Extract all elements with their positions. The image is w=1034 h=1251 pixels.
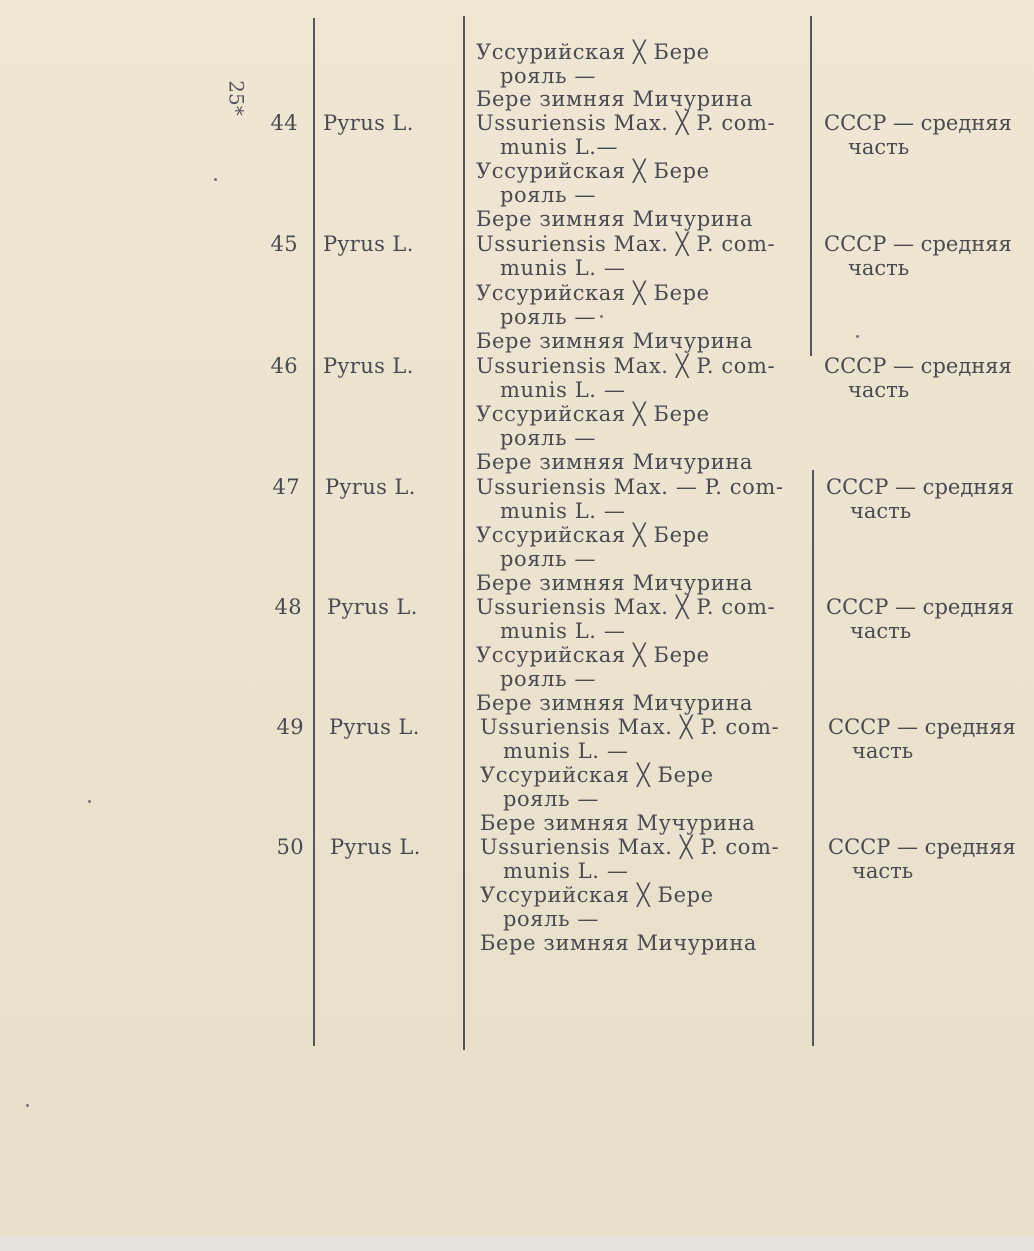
row-number: 45 (270, 232, 298, 256)
paper-speck (88, 800, 91, 803)
description-line: munis L.— (500, 135, 619, 159)
description-line: Ussuriensis Max. ╳ P. com- (476, 354, 776, 378)
column-rule-number-genus (313, 18, 315, 1046)
description-line: munis L. — (503, 739, 629, 763)
description-line: Ussuriensis Max. — P. com- (476, 475, 784, 499)
description-line: рояль — (503, 787, 599, 811)
row-number: 49 (276, 715, 304, 739)
description-line: munis L. — (500, 499, 626, 523)
description-line: Бере зимняя Мичурина (476, 329, 754, 353)
region-line: часть (848, 378, 910, 402)
description-line: Бере зимняя Мичурина (476, 450, 754, 474)
scan-bottom-edge (0, 1236, 1034, 1251)
row-number: 48 (274, 595, 302, 619)
region-line: СССР — средняя (824, 354, 1012, 378)
paper-speck (856, 335, 859, 338)
genus-cell: Pyrus L. (323, 354, 414, 378)
column-rule-genus-description (463, 16, 465, 1050)
paper-speck (600, 315, 603, 318)
row-number: 50 (276, 835, 304, 859)
genus-cell: Pyrus L. (327, 595, 418, 619)
description-line: рояль — (500, 547, 596, 571)
description-line: Ussuriensis Max. ╳ P. com- (480, 715, 780, 739)
genus-cell: Pyrus L. (329, 715, 420, 739)
region-line: СССР — средняя (828, 715, 1016, 739)
continuation-line: Бере зимняя Мичурина (476, 87, 754, 111)
region-line: часть (848, 135, 910, 159)
row-number: 46 (270, 354, 298, 378)
column-rule-description-region-lower (812, 470, 814, 1046)
description-line: Уссурийская ╳ Бере (476, 159, 710, 183)
region-line: СССР — средняя (824, 232, 1012, 256)
column-rule-description-region (810, 16, 812, 356)
description-line: munis L. — (500, 619, 626, 643)
genus-cell: Pyrus L. (330, 835, 421, 859)
row-number: 44 (270, 111, 298, 135)
description-line: рояль — (500, 667, 596, 691)
region-line: СССР — средняя (824, 111, 1012, 135)
region-line: СССР — средняя (828, 835, 1016, 859)
description-line: Ussuriensis Max. ╳ P. com- (480, 835, 780, 859)
paper-speck (26, 1104, 29, 1107)
description-line: рояль — (500, 426, 596, 450)
description-line: Уссурийская ╳ Бере (476, 281, 710, 305)
genus-cell: Pyrus L. (323, 111, 414, 135)
description-line: Уссурийская ╳ Бере (480, 883, 714, 907)
description-line: munis L. — (500, 256, 626, 280)
region-line: СССР — средняя (826, 475, 1014, 499)
description-line: Бере зимняя Мичурина (476, 691, 754, 715)
description-line: Уссурийская ╳ Бере (480, 763, 714, 787)
region-line: часть (852, 739, 914, 763)
region-line: часть (850, 619, 912, 643)
description-line: Ussuriensis Max. ╳ P. com- (476, 595, 776, 619)
region-line: часть (852, 859, 914, 883)
continuation-line: рояль — (500, 64, 596, 88)
paper-speck (214, 178, 217, 181)
description-line: Бере зимняя Мичурина (476, 571, 754, 595)
continuation-line: Уссурийская ╳ Бере (476, 40, 710, 64)
region-line: часть (850, 499, 912, 523)
description-line: Бере зимняя Мучурина (480, 811, 756, 835)
row-number: 47 (272, 475, 300, 499)
region-line: СССР — средняя (826, 595, 1014, 619)
genus-cell: Pyrus L. (325, 475, 416, 499)
description-line: Ussuriensis Max. ╳ P. com- (476, 111, 776, 135)
page-number-mark: 25* (224, 80, 249, 116)
description-line: Бере зимняя Мичурина (480, 931, 758, 955)
description-line: Бере зимняя Мичурина (476, 207, 754, 231)
description-line: рояль — (500, 183, 596, 207)
description-line: Уссурийская ╳ Бере (476, 523, 710, 547)
description-line: munis L. — (500, 378, 626, 402)
description-line: Ussuriensis Max. ╳ P. com- (476, 232, 776, 256)
description-line: Уссурийская ╳ Бере (476, 402, 710, 426)
region-line: часть (848, 256, 910, 280)
genus-cell: Pyrus L. (323, 232, 414, 256)
description-line: рояль — (503, 907, 599, 931)
description-line: munis L. — (503, 859, 629, 883)
description-line: рояль — (500, 305, 596, 329)
description-line: Уссурийская ╳ Бере (476, 643, 710, 667)
